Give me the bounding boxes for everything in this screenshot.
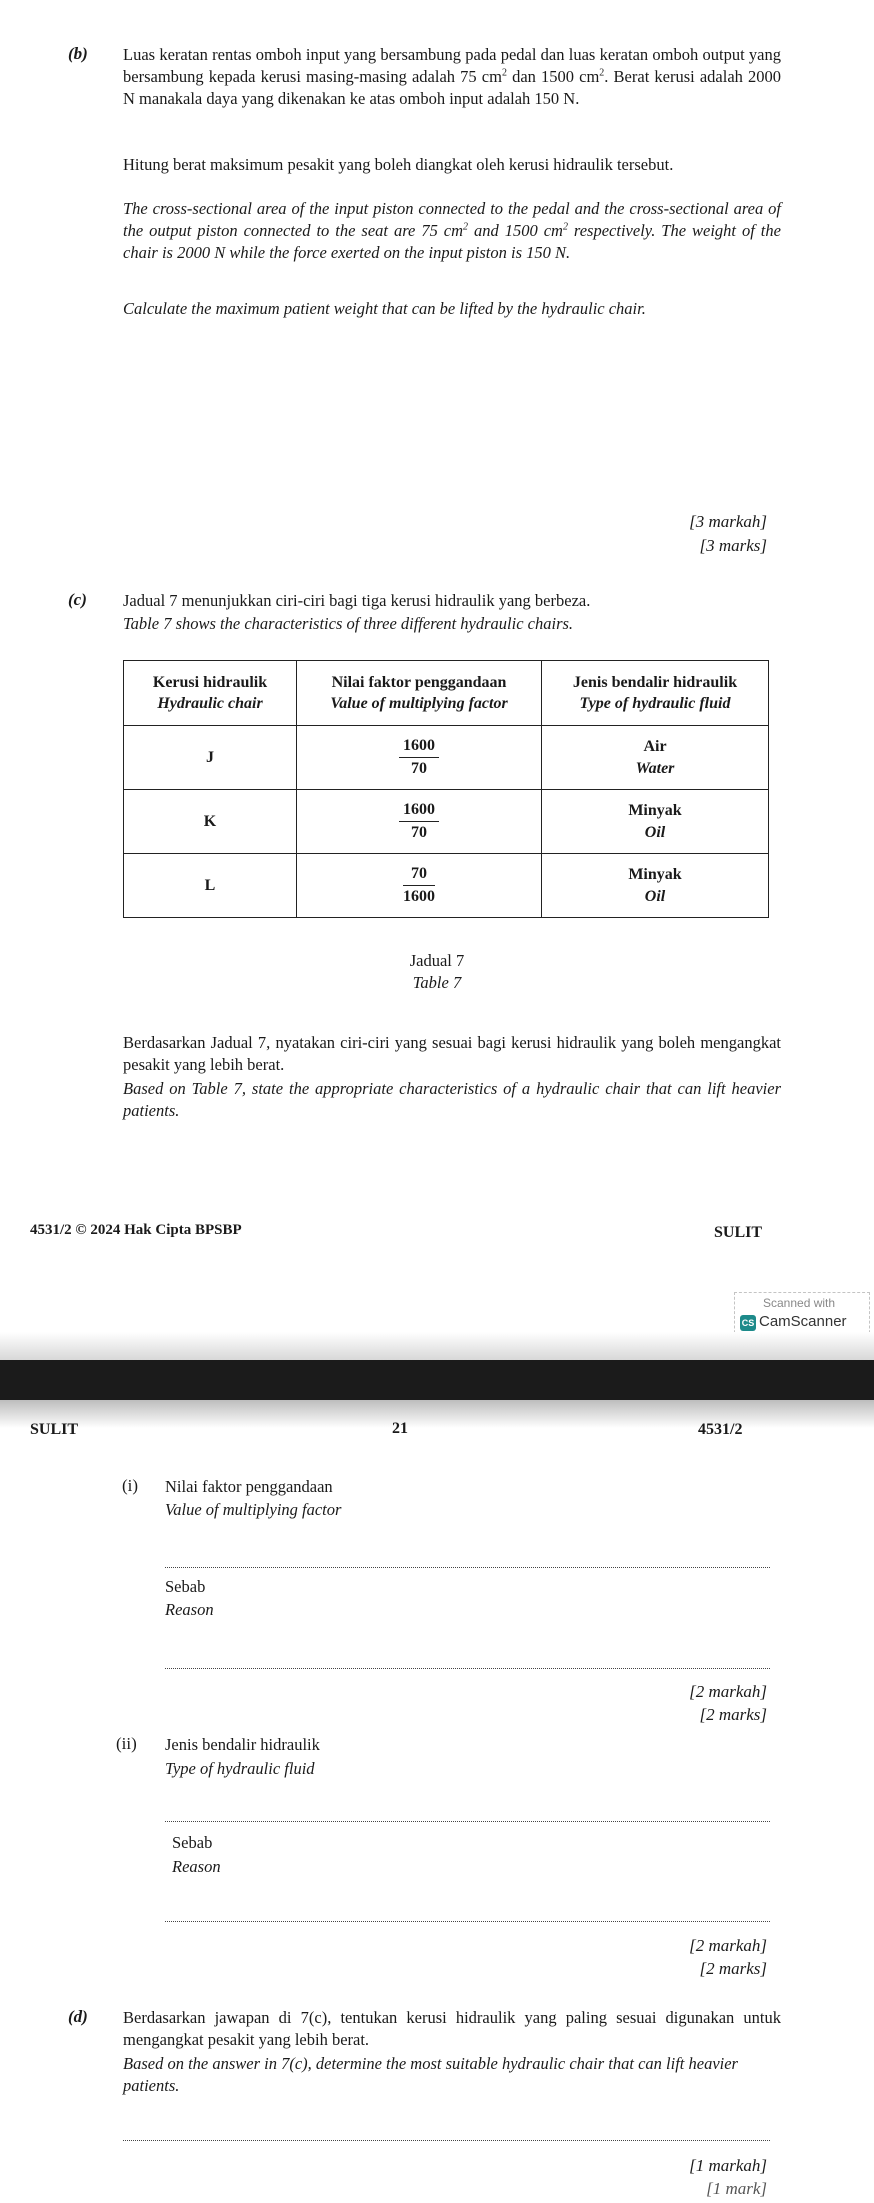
part-b-english-question: Calculate the maximum patient weight that can be lifted by the hydraulic chair. bbox=[123, 299, 646, 318]
fraction: $\frac{1600}{70}$ bbox=[399, 735, 439, 780]
part-b-label: (b) bbox=[68, 44, 88, 63]
header-hydraulic-chair: Kerusi hidraulik Hydraulic chair bbox=[124, 661, 297, 726]
fluid-cell: Minyak Oil bbox=[542, 790, 769, 854]
factor-cell bbox=[297, 726, 542, 790]
scanner-text: Scanned with bbox=[763, 1296, 836, 1310]
sub-ii-reason-english: Reason bbox=[172, 1857, 221, 1876]
sub-i-reason-malay: Sebab bbox=[165, 1577, 206, 1596]
sub-i-marks-english: [2 marks] bbox=[699, 1705, 767, 1724]
answer-line[interactable] bbox=[165, 1567, 770, 1568]
page-number: 21 bbox=[392, 1420, 408, 1437]
footer-copyright: 4531/2 © 2024 Hak Cipta BPSBP bbox=[30, 1222, 242, 1238]
sub-i-title-malay: Nilai faktor penggandaan bbox=[165, 1477, 333, 1496]
scanner-brand: CamScanner bbox=[759, 1313, 847, 1330]
paper-code: 4531/2 bbox=[698, 1421, 743, 1438]
part-d-english-text: Based on the answer in 7(c), determine the most suitable hydraulic chair that can lift heavier patients. bbox=[123, 2054, 738, 2095]
fraction: $\frac{1600}{70}$ bbox=[399, 799, 439, 844]
header-fluid-type: Jenis bendalir hidraulik Type of hydraulic fluid bbox=[542, 661, 769, 726]
part-b-malay-text: Luas keratan rentas omboh input yang bersambung pada pedal dan luas keratan omboh output yang bersambung kepada kerusi masing-masing adalah 75 $cm^2$ dan 1500 $cm^2$. Berat kerusi adalah 2000 N manakala daya yang dikenakan ke atas omboh input adalah 150 N. bbox=[123, 45, 782, 108]
fluid-cell: Air Water bbox=[542, 726, 769, 790]
fluid-cell: Minyak Oil bbox=[542, 854, 769, 918]
factor-cell bbox=[297, 790, 542, 854]
sub-i-reason-english: Reason bbox=[165, 1600, 214, 1619]
sub-i-marks-malay: [2 markah] bbox=[689, 1682, 767, 1701]
page-gap bbox=[0, 1360, 874, 1400]
part-c-english-text: Table 7 shows the characteristics of three different hydraulic chairs. bbox=[123, 614, 574, 633]
part-c-malay-text: Jadual 7 menunjukkan ciri-ciri bagi tiga kerusi hidraulik yang berbeza. bbox=[123, 591, 591, 610]
fraction: $\frac{70}{1600}$ bbox=[403, 865, 435, 905]
answer-line[interactable] bbox=[123, 2140, 770, 2141]
part-c-question-english: Based on Table 7, state the appropriate characteristics of a hydraulic chair that can lift heavier patients. bbox=[123, 1079, 781, 1120]
table-caption-malay: Jadual 7 bbox=[409, 951, 465, 970]
answer-line[interactable] bbox=[165, 1668, 770, 1669]
answer-line[interactable] bbox=[165, 1921, 770, 1922]
factor-cell bbox=[297, 854, 542, 918]
footer-sulit: SULIT bbox=[714, 1224, 763, 1241]
part-b-marks-english: [3 marks] bbox=[699, 536, 767, 555]
table-7 bbox=[123, 660, 769, 918]
camscanner-logo-icon: CS bbox=[740, 1315, 756, 1331]
chair-cell: J bbox=[124, 726, 297, 790]
table-caption-english: Table 7 bbox=[412, 973, 462, 992]
sub-ii-marks-english: [2 marks] bbox=[699, 1959, 767, 1978]
table-row bbox=[124, 790, 769, 854]
sub-ii-label: (ii) bbox=[116, 1734, 137, 1753]
chair-cell: K bbox=[124, 790, 297, 854]
page-2 bbox=[0, 1400, 874, 2203]
part-b-english-text: The cross-sectional area of the input piston connected to the pedal and the cross-sectional area of the output piston connected to the seat are 75 $cm^2$ and 1500 $cm^2$ respectively. The weight of the chair is 2000 N while the force exerted on the input piston is 150 N. bbox=[123, 199, 781, 262]
part-d-marks-malay: [1 markah] bbox=[689, 2156, 767, 2175]
sub-i-label: (i) bbox=[122, 1476, 139, 1495]
part-b-malay-question: Hitung berat maksimum pesakit yang boleh diangkat oleh kerusi hidraulik tersebut. bbox=[123, 155, 674, 174]
sub-ii-reason-malay: Sebab bbox=[172, 1833, 213, 1852]
sub-ii-marks-malay: [2 markah] bbox=[689, 1936, 767, 1955]
chair-cell: L bbox=[124, 854, 297, 918]
part-c-label: (c) bbox=[68, 590, 87, 609]
answer-line[interactable] bbox=[165, 1821, 770, 1822]
sub-ii-title-english: Type of hydraulic fluid bbox=[165, 1759, 315, 1778]
page-shadow bbox=[0, 1332, 874, 1360]
sub-i-title-english: Value of multiplying factor bbox=[165, 1500, 342, 1519]
table-row bbox=[124, 726, 769, 790]
part-d-label: (d) bbox=[68, 2007, 88, 2026]
part-b-marks-malay: [3 markah] bbox=[689, 512, 767, 531]
part-d-malay-text: Berdasarkan jawapan di 7(c), tentukan kerusi hidraulik yang paling sesuai digunakan untuk mengangkat pesakit yang lebih berat. bbox=[123, 2008, 781, 2049]
sub-ii-title-malay: Jenis bendalir hidraulik bbox=[165, 1735, 320, 1754]
header-multiplying-factor: Nilai faktor penggandaan Value of multiplying factor bbox=[297, 661, 542, 726]
part-c-question-malay: Berdasarkan Jadual 7, nyatakan ciri-ciri yang sesuai bagi kerusi hidraulik yang boleh mengangkat pesakit yang lebih berat. bbox=[123, 1033, 781, 1074]
part-d-marks-english: [1 mark] bbox=[706, 2179, 767, 2198]
header-sulit: SULIT bbox=[30, 1421, 79, 1438]
table-header-row bbox=[124, 661, 769, 726]
table-row bbox=[124, 854, 769, 918]
